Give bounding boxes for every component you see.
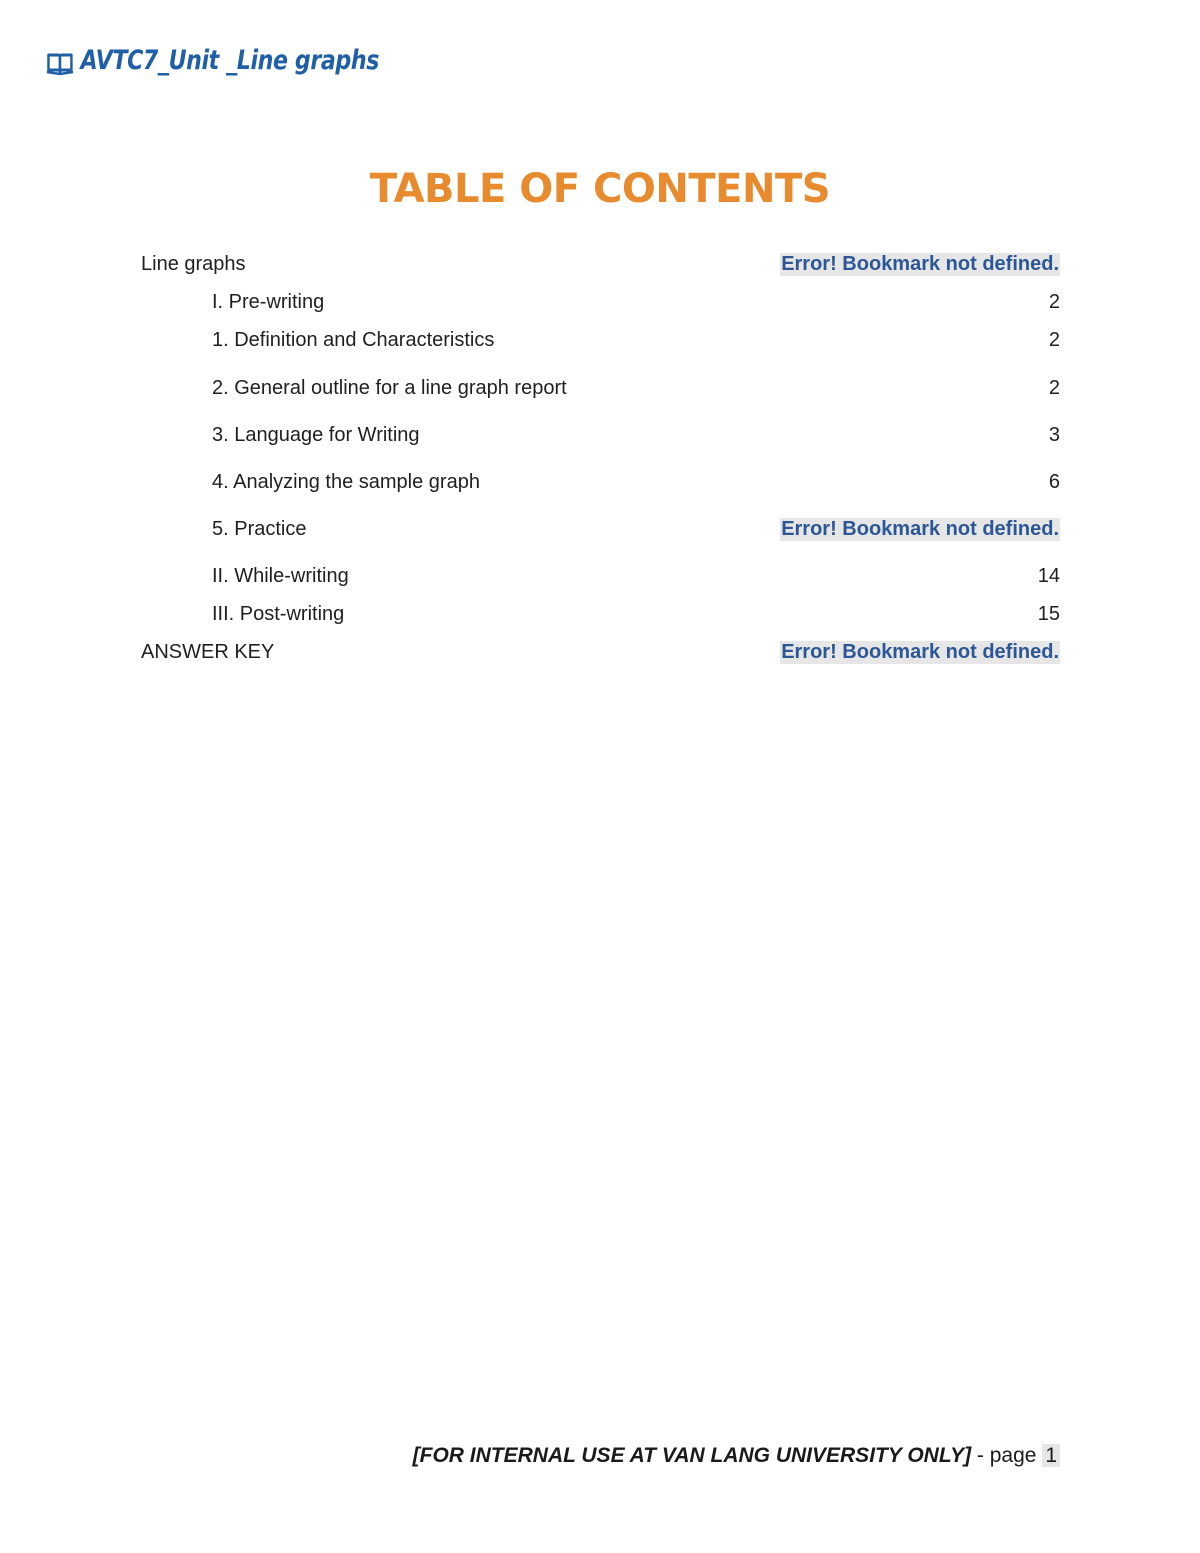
toc-entry-definition[interactable]	[141, 327, 1060, 353]
toc-entry-label: II. While-writing	[212, 564, 349, 587]
toc-entry-page-error: Error! Bookmark not defined.	[781, 252, 1059, 275]
document-header	[46, 44, 379, 76]
toc-entry-page: 2	[1048, 376, 1060, 399]
header-title: AVTC7_Unit _Line graphs	[80, 44, 379, 76]
toc-entry-general-outline[interactable]	[141, 375, 1060, 401]
toc-entry-language[interactable]	[141, 422, 1060, 448]
footer-note: [FOR INTERNAL USE AT VAN LANG UNIVERSITY ONLY]	[412, 1444, 972, 1467]
toc-entry-label: 2. General outline for a line graph report	[212, 376, 567, 399]
toc-entry-page: 2	[1048, 290, 1060, 313]
footer-separator: - page	[971, 1444, 1043, 1467]
toc-entry-analyzing[interactable]	[141, 469, 1060, 495]
toc-entry-line-graphs[interactable]	[141, 251, 1060, 277]
toc-entry-page: 14	[1037, 564, 1060, 587]
page-footer	[413, 1444, 1060, 1468]
toc-entry-post-writing[interactable]	[141, 601, 1060, 627]
toc-entry-label: III. Post-writing	[212, 602, 345, 625]
toc-entry-page: 6	[1048, 470, 1060, 493]
toc-entry-page-error: Error! Bookmark not defined.	[781, 517, 1059, 540]
toc-entry-page-error: Error! Bookmark not defined.	[781, 640, 1059, 663]
toc-entry-label: 1. Definition and Characteristics	[212, 328, 495, 351]
book-icon	[46, 50, 74, 76]
toc-entry-practice[interactable]	[141, 516, 1060, 542]
toc-entry-label: 3. Language for Writing	[212, 423, 420, 446]
toc-title: TABLE OF CONTENTS	[369, 166, 831, 212]
toc-entry-label: I. Pre-writing	[212, 290, 325, 313]
toc-entry-label: ANSWER KEY	[141, 640, 275, 663]
toc-entry-label: 5. Practice	[212, 517, 307, 540]
footer-page-number: 1	[1042, 1444, 1060, 1467]
toc-entry-pre-writing[interactable]	[141, 289, 1060, 315]
toc-entry-answer-key[interactable]	[141, 639, 1060, 665]
toc-entry-page: 15	[1037, 602, 1060, 625]
toc-entry-label: 4. Analyzing the sample graph	[212, 470, 480, 493]
toc-entry-page: 3	[1048, 423, 1060, 446]
toc-entry-page: 2	[1048, 328, 1060, 351]
toc-entry-label: Line graphs	[141, 252, 246, 275]
toc-entry-while-writing[interactable]	[141, 563, 1060, 589]
